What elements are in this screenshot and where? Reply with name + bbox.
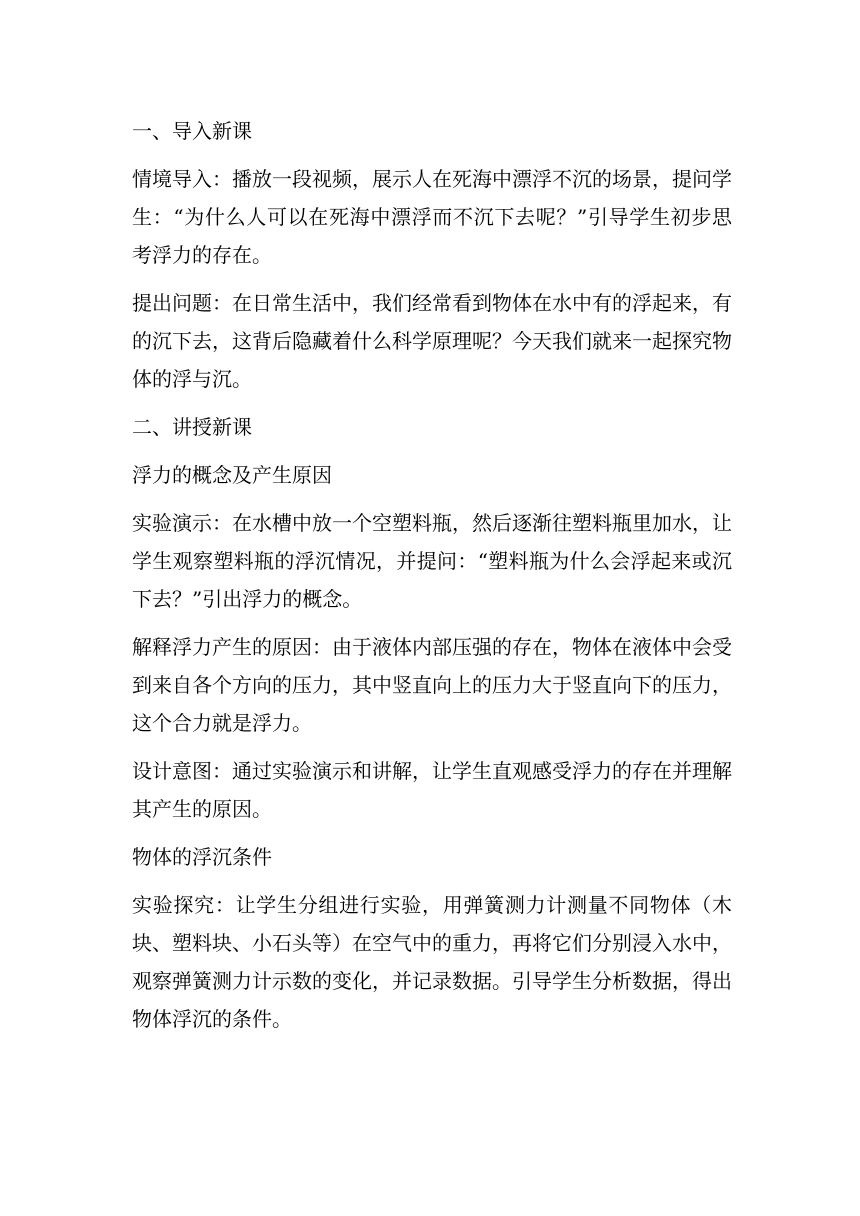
subheading-floating-conditions: 物体的浮沉条件 — [132, 845, 272, 869]
paragraph-experiment-demo: 实验演示：在水槽中放一个空塑料瓶，然后逐渐往塑料瓶里加水，让学生观察塑料瓶的浮沉情况，并提问：“塑料瓶为什么会浮起来或沉下去？”引出浮力的概念。 — [132, 511, 732, 611]
subheading-buoyancy-concept: 浮力的概念及产生原因 — [132, 463, 332, 487]
paragraph-raise-question: 提出问题：在日常生活中，我们经常看到物体在水中有的浮起来，有的沉下去，这背后隐藏着什么科学原理呢？今天我们就来一起探究物体的浮与沉。 — [132, 291, 732, 391]
section-heading-new-lesson: 二、讲授新课 — [132, 415, 252, 439]
section-heading-intro: 一、导入新课 — [132, 119, 252, 143]
paragraph-scenario-intro: 情境导入：播放一段视频，展示人在死海中漂浮不沉的场景，提问学生：“为什么人可以在死海中漂浮而不沉下去呢？”引导学生初步思考浮力的存在。 — [132, 167, 732, 267]
paragraph-design-intent: 设计意图：通过实验演示和讲解，让学生直观感受浮力的存在并理解其产生的原因。 — [132, 759, 732, 821]
paragraph-experiment-inquiry: 实验探究：让学生分组进行实验，用弹簧测力计测量不同物体（木块、塑料块、小石头等）在空气中的重力，再将它们分别浸入水中，观察弹簧测力计示数的变化，并记录数据。引导学生分析数据，得出物体浮沉的条件。 — [132, 893, 732, 1031]
paragraph-buoyancy-cause: 解释浮力产生的原因：由于液体内部压强的存在，物体在液体中会受到来自各个方向的压力，其中竖直向上的压力大于竖直向下的压力，这个合力就是浮力。 — [132, 635, 732, 735]
document-body — [132, 112, 732, 1048]
